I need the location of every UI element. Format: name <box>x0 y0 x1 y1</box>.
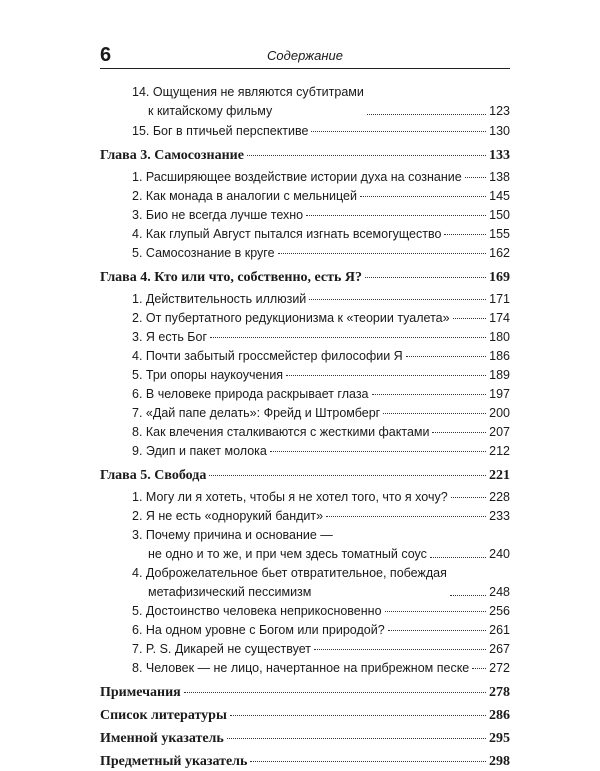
dot-leader <box>383 413 486 414</box>
toc-entry-page: 200 <box>489 406 510 420</box>
back-matter-title: Примечания <box>100 685 181 700</box>
table-of-contents <box>100 83 510 771</box>
toc-entry <box>100 507 510 526</box>
back-matter-entry <box>100 752 510 771</box>
toc-entry <box>100 225 510 244</box>
toc-entry-title: 2. Я не есть «однорукий бандит» <box>132 509 324 523</box>
toc-entry <box>100 328 510 347</box>
dot-leader <box>227 738 486 739</box>
toc-entry-title: 5. Самосознание в круге <box>132 246 275 260</box>
page-number: 6 <box>100 44 112 66</box>
dot-leader <box>367 114 486 115</box>
chapter-entry <box>100 268 510 287</box>
toc-entry-title: 1. Расширяющее воздействие истории духа на сознание <box>132 170 462 184</box>
toc-entry-page: 123 <box>489 104 510 118</box>
toc-entry-title: 4. Как глупый Август пытался изгнать всемогущество <box>132 227 442 241</box>
toc-entry-title: 5. Три опоры наукоучения <box>132 368 284 382</box>
toc-entry <box>100 442 510 461</box>
chapter-page: 133 <box>489 148 510 163</box>
toc-entry-page: 272 <box>489 661 510 675</box>
toc-entry <box>100 488 510 507</box>
dot-leader <box>465 177 486 178</box>
dot-leader <box>250 761 486 762</box>
toc-entry-title: 3. Био не всегда лучше техно <box>132 208 304 222</box>
toc-entry-title-cont: не одно и то же, и при чем здесь томатный соус <box>148 547 427 561</box>
toc-entry <box>100 526 510 564</box>
dot-leader <box>406 356 486 357</box>
toc-entry <box>100 404 510 423</box>
toc-entry <box>100 168 510 187</box>
toc-entry-page: 162 <box>489 246 510 260</box>
toc-entry-page: 150 <box>489 208 510 222</box>
toc-entry <box>100 83 510 121</box>
dot-leader <box>372 394 487 395</box>
chapter-entry <box>100 466 510 485</box>
toc-entry-title: 3. Я есть Бог <box>132 330 208 344</box>
dot-leader <box>306 215 486 216</box>
toc-entry-title: 14. Ощущения не являются субтитрами <box>132 85 364 99</box>
toc-entry <box>100 423 510 442</box>
dot-leader <box>278 253 487 254</box>
dot-leader <box>314 649 486 650</box>
toc-entry-page: 186 <box>489 349 510 363</box>
back-matter-page: 298 <box>489 754 510 769</box>
toc-entry <box>100 366 510 385</box>
toc-entry <box>100 206 510 225</box>
toc-entry-page: 228 <box>489 490 510 504</box>
toc-entry-title: 7. «Дай папе делать»: Фрейд и Штромберг <box>132 406 381 420</box>
back-matter-entry <box>100 706 510 725</box>
toc-entry-title: 8. Человек — не лицо, начертанное на прибрежном песке <box>132 661 470 675</box>
toc-entry-page: 261 <box>489 623 510 637</box>
toc-entry-title: 2. Как монада в аналогии с мельницей <box>132 189 357 203</box>
chapter-entry <box>100 146 510 165</box>
toc-entry-title: 7. P. S. Дикарей не существует <box>132 642 311 656</box>
dot-leader <box>430 557 486 558</box>
back-matter-page: 286 <box>489 708 510 723</box>
toc-entry-title: 4. Почти забытый гроссмейстер философии Я <box>132 349 403 363</box>
toc-entry <box>100 640 510 659</box>
toc-entry-title-cont: метафизический пессимизм <box>148 585 312 599</box>
toc-entry-title: 6. В человеке природа раскрывает глаза <box>132 387 369 401</box>
chapter-title: Глава 5. Свобода <box>100 468 207 483</box>
toc-entry-page: 138 <box>489 170 510 184</box>
dot-leader <box>472 668 486 669</box>
back-matter-title: Список литературы <box>100 708 227 723</box>
toc-entry <box>100 385 510 404</box>
dot-leader <box>432 432 486 433</box>
dot-leader <box>365 277 486 278</box>
dot-leader <box>444 234 486 235</box>
dot-leader <box>450 595 486 596</box>
back-matter-entry <box>100 729 510 748</box>
toc-entry <box>100 309 510 328</box>
toc-entry-title: 8. Как влечения сталкиваются с жесткими фактами <box>132 425 430 439</box>
toc-entry-page: 180 <box>489 330 510 344</box>
toc-entry-page: 171 <box>489 292 510 306</box>
toc-entry <box>100 564 510 602</box>
toc-entry-page: 174 <box>489 311 510 325</box>
running-title: Содержание <box>267 48 343 63</box>
chapter-title: Глава 4. Кто или что, собственно, есть Я? <box>100 270 363 285</box>
dot-leader <box>270 451 486 452</box>
toc-entry-page: 130 <box>489 124 510 138</box>
toc-entry-title: 2. От пубертатного редукционизма к «теории туалета» <box>132 311 450 325</box>
dot-leader <box>230 715 486 716</box>
toc-entry-title: 1. Могу ли я хотеть, чтобы я не хотел того, что я хочу? <box>132 490 448 504</box>
toc-entry <box>100 122 510 141</box>
dot-leader <box>326 516 486 517</box>
toc-entry-title: 6. На одном уровне с Богом или природой? <box>132 623 385 637</box>
toc-entry-title-cont: к китайскому фильму <box>148 104 273 118</box>
toc-entry <box>100 187 510 206</box>
chapter-page: 221 <box>489 468 510 483</box>
dot-leader <box>309 299 486 300</box>
toc-entry-title: 1. Действительность иллюзий <box>132 292 307 306</box>
dot-leader <box>247 155 486 156</box>
toc-entry <box>100 244 510 263</box>
page-header <box>100 38 510 69</box>
toc-entry-page: 155 <box>489 227 510 241</box>
toc-entry-page: 197 <box>489 387 510 401</box>
toc-entry <box>100 290 510 309</box>
toc-entry <box>100 621 510 640</box>
back-matter-title: Именной указатель <box>100 731 224 746</box>
dot-leader <box>360 196 486 197</box>
toc-entry <box>100 602 510 621</box>
toc-entry-page: 248 <box>489 585 510 599</box>
back-matter-title: Предметный указатель <box>100 754 248 769</box>
chapter-5-sections <box>100 488 510 678</box>
toc-entry-page: 145 <box>489 189 510 203</box>
chapter-page: 169 <box>489 270 510 285</box>
dot-leader <box>286 375 486 376</box>
toc-entry-title: 3. Почему причина и основание — <box>132 528 333 542</box>
dot-leader <box>385 611 487 612</box>
toc-entry-page: 189 <box>489 368 510 382</box>
back-matter-page: 278 <box>489 685 510 700</box>
toc-entry <box>100 347 510 366</box>
toc-entry-page: 212 <box>489 444 510 458</box>
chapter-4-sections <box>100 290 510 461</box>
toc-entry-title: 15. Бог в птичьей перспективе <box>132 124 309 138</box>
chapter-3-sections <box>100 168 510 263</box>
toc-entry-page: 240 <box>489 547 510 561</box>
toc-entry-title: 4. Доброжелательное бьет отвратительное, побеждая <box>132 566 447 580</box>
toc-entry-page: 233 <box>489 509 510 523</box>
toc-entry-title: 5. Достоинство человека неприкосновенно <box>132 604 382 618</box>
dot-leader <box>453 318 487 319</box>
toc-entry-page: 267 <box>489 642 510 656</box>
dot-leader <box>210 337 486 338</box>
dot-leader <box>311 131 486 132</box>
back-matter-entry <box>100 683 510 702</box>
toc-entry <box>100 659 510 678</box>
back-matter <box>100 683 510 771</box>
dot-leader <box>451 497 486 498</box>
chapter-title: Глава 3. Самосознание <box>100 148 244 163</box>
toc-entry-title: 9. Эдип и пакет молока <box>132 444 267 458</box>
toc-entry-page: 256 <box>489 604 510 618</box>
toc-entry-page: 207 <box>489 425 510 439</box>
back-matter-page: 295 <box>489 731 510 746</box>
dot-leader <box>184 692 486 693</box>
dot-leader <box>388 630 486 631</box>
dot-leader <box>209 475 486 476</box>
